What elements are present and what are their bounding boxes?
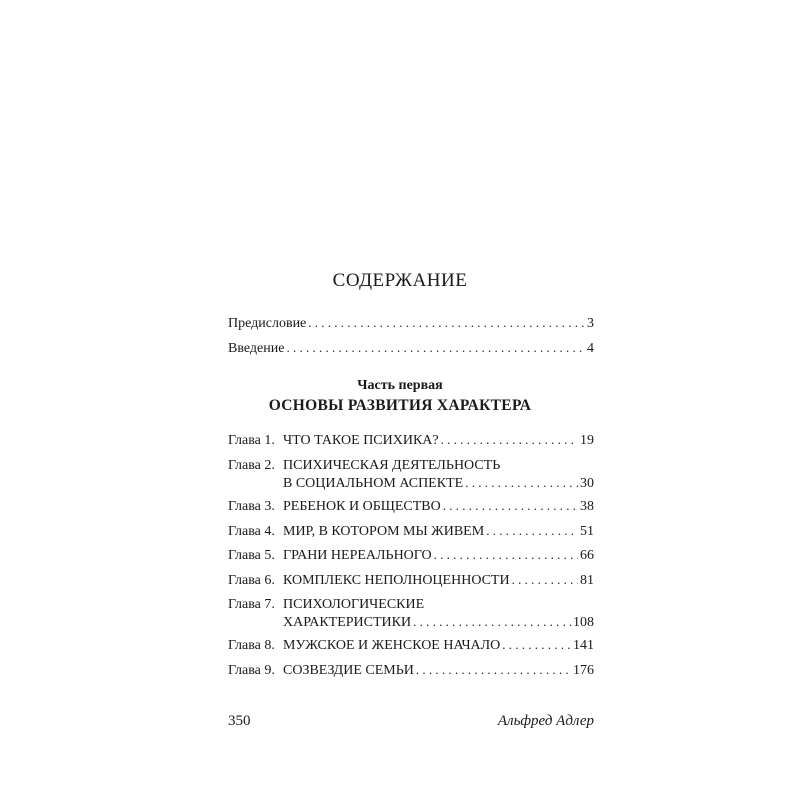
leader-dots: [486, 522, 578, 539]
part-title: ОСНОВЫ РАЗВИТИЯ ХАРАКТЕРА: [268, 397, 532, 414]
toc-entry-chapter-9: [228, 661, 594, 679]
chapter-title: КОМПЛЕКС НЕПОЛНОЦЕННОСТИ: [283, 573, 510, 588]
leader-dots: [465, 474, 578, 491]
footer-page-number: 350: [228, 713, 251, 729]
entry-label: Предисловие: [228, 316, 307, 331]
entry-page: 4: [587, 341, 594, 356]
toc-entry-chapter-6: [228, 571, 594, 589]
chapter-prefix: Глава 9.: [228, 663, 275, 678]
chapter-title-line-1: ПСИХОЛОГИЧЕСКИЕ: [283, 597, 425, 612]
leader-dots: [308, 314, 585, 331]
leader-dots: [416, 661, 571, 678]
entry-page: 141: [573, 638, 594, 653]
entry-page: 176: [573, 663, 594, 678]
chapter-title-line-2: ХАРАКТЕРИСТИКИ: [283, 615, 412, 630]
leader-dots: [441, 431, 578, 448]
chapter-prefix: Глава 2.: [228, 458, 275, 473]
toc-entry-chapter-5: [228, 546, 594, 564]
entry-label: Введение: [228, 341, 285, 356]
toc-title: СОДЕРЖАНИЕ: [332, 270, 468, 291]
entry-page: 38: [580, 499, 594, 514]
part-label: Часть первая: [357, 378, 443, 393]
chapter-prefix: Глава 6.: [228, 573, 275, 588]
entry-page: 19: [580, 433, 594, 448]
chapter-prefix: Глава 5.: [228, 548, 275, 563]
footer-author: Альфред Адлер: [497, 713, 594, 729]
toc-entry-introduction: [228, 339, 594, 357]
entry-page: 66: [580, 548, 594, 563]
leader-dots: [512, 571, 578, 588]
leader-dots: [502, 636, 571, 653]
entry-page: 51: [580, 524, 594, 539]
toc-entry-preface: [228, 314, 594, 332]
leader-dots: [443, 497, 578, 514]
entry-page: 30: [580, 476, 594, 491]
chapter-title-line-2: В СОЦИАЛЬНОМ АСПЕКТЕ: [283, 476, 464, 491]
toc-entry-chapter-2: [228, 457, 594, 492]
leader-dots: [434, 546, 578, 563]
toc-entry-chapter-3: [228, 497, 594, 515]
chapter-title: ЧТО ТАКОЕ ПСИХИКА?: [283, 433, 439, 448]
entry-page: 108: [573, 615, 594, 630]
chapter-title: МУЖСКОЕ И ЖЕНСКОЕ НАЧАЛО: [283, 638, 501, 653]
toc-entry-chapter-1: [228, 431, 594, 449]
chapter-title-line-1: ПСИХИЧЕСКАЯ ДЕЯТЕЛЬНОСТЬ: [283, 458, 501, 473]
toc-entry-chapter-7: [228, 596, 594, 631]
leader-dots: [413, 613, 571, 630]
chapter-prefix: Глава 3.: [228, 499, 275, 514]
chapter-title: СОЗВЕЗДИЕ СЕМЬИ: [283, 663, 414, 678]
chapter-title: РЕБЕНОК И ОБЩЕСТВО: [283, 499, 441, 514]
chapter-prefix: Глава 1.: [228, 433, 275, 448]
entry-page: 81: [580, 573, 594, 588]
chapter-prefix: Глава 4.: [228, 524, 275, 539]
leader-dots: [286, 339, 585, 356]
chapter-prefix: Глава 7.: [228, 597, 275, 612]
chapter-title: ГРАНИ НЕРЕАЛЬНОГО: [283, 548, 432, 563]
toc-entry-chapter-4: [228, 522, 594, 540]
toc-entry-chapter-8: [228, 636, 594, 654]
chapter-prefix: Глава 8.: [228, 638, 275, 653]
chapter-title: МИР, В КОТОРОМ МЫ ЖИВЕМ: [283, 524, 485, 539]
entry-page: 3: [587, 316, 594, 331]
